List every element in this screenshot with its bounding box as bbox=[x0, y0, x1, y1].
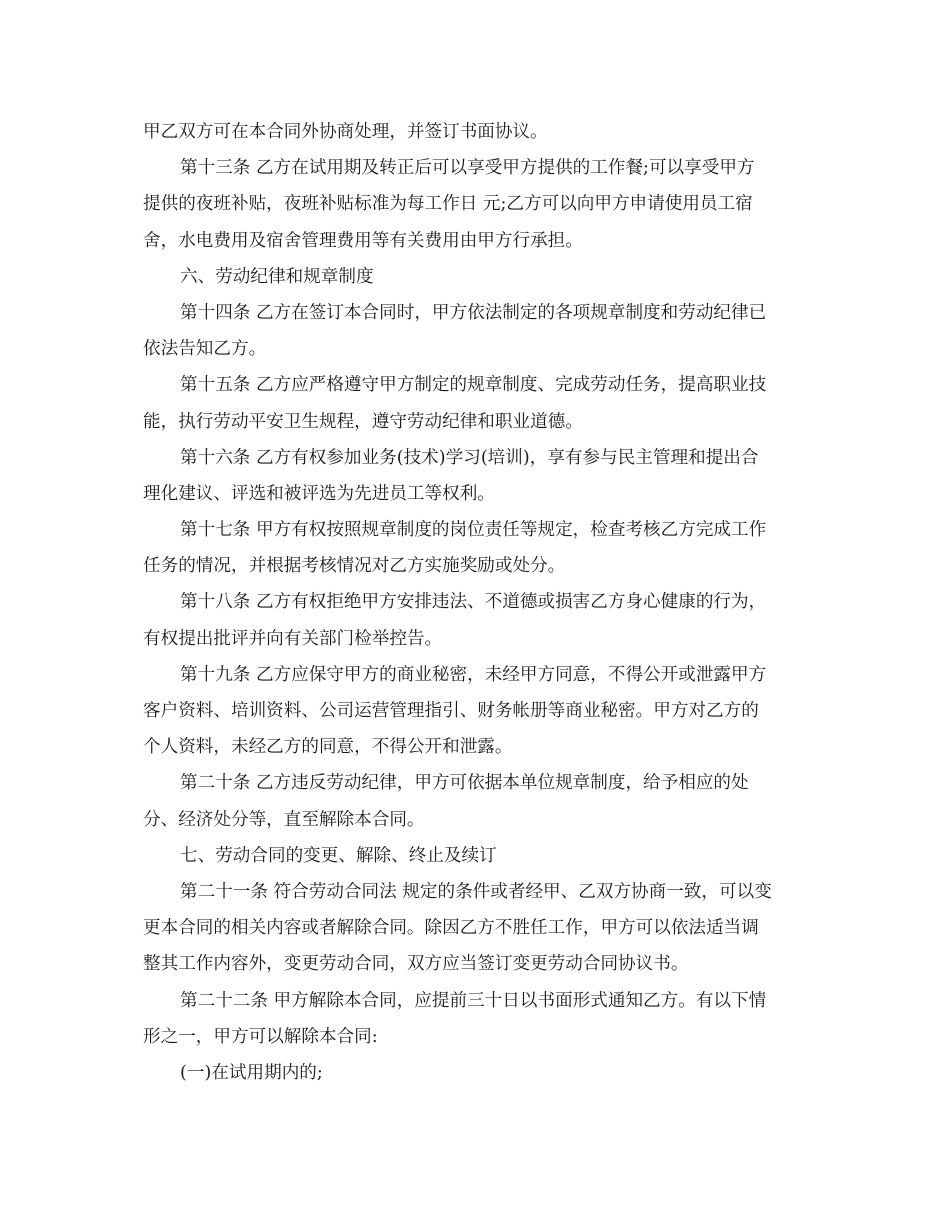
clause-16-line-1: 第十六条 乙方有权参加业务(技术)学习(培训)，享有参与民主管理和提出合 bbox=[180, 447, 759, 468]
clause-19-line-3: 个人资料，未经乙方的同意，不得公开和泄露。 bbox=[143, 737, 513, 758]
clause-14-line-1: 第十四条 乙方在签订本合同时，甲方依法制定的各项规章制度和劳动纪律已 bbox=[180, 302, 767, 323]
clause-18-line-2: 有权提出批评并向有关部门检举控告。 bbox=[143, 628, 443, 649]
clause-19-line-1: 第十九条 乙方应保守甲方的商业秘密，未经甲方同意，不得公开或泄露甲方 bbox=[180, 664, 767, 685]
clause-20-line-2: 分、经济处分等，直至解除本合同。 bbox=[143, 809, 425, 830]
document-body bbox=[143, 114, 823, 1091]
clause-20-line-1: 第二十条 乙方违反劳动纪律，甲方可依据本单位规章制度，给予相应的处 bbox=[180, 773, 749, 794]
clause-13-line-2: 提供的夜班补贴，夜班补贴标准为每工作日 元;乙方可以向甲方申请使用员工宿 bbox=[143, 194, 753, 215]
clause-19-line-2: 客户资料、培训资料、公司运营管理指引、财务帐册等商业秘密。甲方对乙方的 bbox=[143, 701, 759, 721]
clause-21-line-3: 整其工作内容外，变更劳动合同，双方应当签订变更劳动合同协议书。 bbox=[143, 954, 689, 975]
section-7-heading: 七、劳动合同的变更、解除、终止及续订 bbox=[180, 845, 497, 866]
clause-21-line-1: 第二十一条 符合劳动合同法 规定的条件或者经甲、乙双方协商一致，可以变 bbox=[180, 881, 772, 902]
clause-17-line-1: 第十七条 甲方有权按照规章制度的岗位责任等规定，检查考核乙方完成工作 bbox=[180, 520, 767, 541]
section-6-heading: 六、劳动纪律和规章制度 bbox=[180, 266, 374, 287]
clause-15-line-2: 能，执行劳动平安卫生规程，遵守劳动纪律和职业道德。 bbox=[143, 411, 583, 432]
clause-18-line-1: 第十八条 乙方有权拒绝甲方安排违法、不道德或损害乙方身心健康的行为， bbox=[180, 592, 767, 613]
clause-22-line-2: 形之一，甲方可以解除本合同: bbox=[143, 1026, 378, 1047]
clause-16-line-2: 理化建议、评选和被评选为先进员工等权利。 bbox=[143, 483, 495, 504]
clause-21-line-2: 更本合同的相关内容或者解除合同。除因乙方不胜任工作，甲方可以依法适当调 bbox=[143, 918, 759, 939]
clause-13-line-1: 第十三条 乙方在试用期及转正后可以享受甲方提供的工作餐;可以享受甲方 bbox=[180, 158, 755, 179]
list-item-1: (一)在试用期内的; bbox=[180, 1062, 323, 1083]
clause-22-line-1: 第二十二条 甲方解除本合同，应提前三十日以书面形式通知乙方。有以下情 bbox=[180, 990, 767, 1011]
clause-13-line-3: 舍，水电费用及宿舍管理费用等有关费用由甲方行承担。 bbox=[143, 230, 583, 251]
clause-14-line-2: 依法告知乙方。 bbox=[143, 339, 267, 360]
clause-15-line-1: 第十五条 乙方应严格遵守甲方制定的规章制度、完成劳动任务，提高职业技 bbox=[180, 375, 767, 396]
paragraph-continuation: 甲乙双方可在本合同外协商处理，并签订书面协议。 bbox=[143, 122, 548, 142]
clause-17-line-2: 任务的情况，并根据考核情况对乙方实施奖励或处分。 bbox=[143, 556, 566, 577]
